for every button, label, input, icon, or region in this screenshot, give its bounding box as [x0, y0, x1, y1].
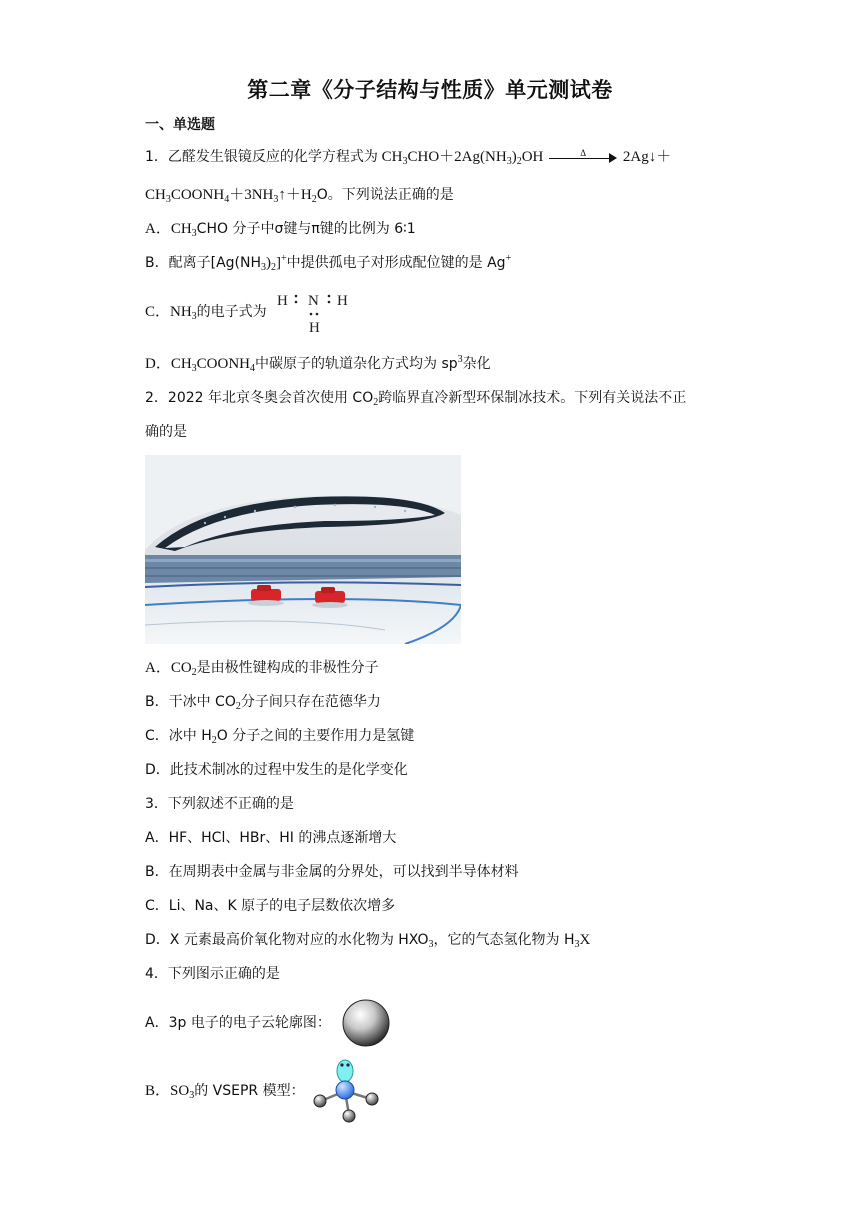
q1-option-a: A．$CH_3CHO$ 分子中σ键与π键的比例为 6∶1 [145, 221, 416, 239]
ice-rink-photo [145, 455, 461, 644]
q2-option-b: B．干冰中 $CO_2$分子间只存在范德华力 [145, 694, 381, 712]
q2-stem-line2: 确的是 [145, 424, 187, 440]
q2-option-a: A．$CO_2$是由极性键构成的非极性分子 [145, 660, 379, 678]
q3-option-a: A．HF、HCl、HBr、HI 的沸点逐渐增大 [145, 830, 397, 846]
lewis-h-bottom: H [309, 320, 320, 336]
lewis-n: N [308, 293, 319, 309]
q2-stem-line1: 2．2022 年北京冬奥会首次使用 $CO_2$跨临界直冷新型环保制冰技术。下列有关说法不正 [145, 390, 687, 408]
q1-option-c: C．$NH_3$的电子式为 [145, 304, 267, 322]
section-heading: 一、单选题 [145, 117, 215, 133]
q3-option-d: D．X 元素最高价氧化物对应的水化物为 $HXO_3$，它的气态氢化物为 $H_3X$ [145, 932, 591, 950]
sphere-orbital-figure [340, 998, 392, 1048]
q3-option-b: B．在周期表中金属与非金属的分界处，可以找到半导体材料 [145, 864, 519, 880]
lewis-h-left: H [277, 293, 288, 309]
q4-stem: 4．下列图示正确的是 [145, 966, 280, 982]
lewis-h-right: H [337, 293, 348, 309]
q1-stem-line2: $CH_3COONH_4+3NH_3↑+H_2O$。下列说法正确的是 [145, 187, 454, 205]
q1-stem-line1: 1．乙醛发生银镜反应的化学方程式为 $CH_3CHO+2Ag(NH_3)_2OH$ Δ 2Ag↓＋ [145, 147, 672, 167]
q1-option-b: B．配离子$[Ag(NH_3)_2]^+$中提供孤电子对形成配位键的是 Ag+ [145, 253, 512, 273]
q4-option-b: B．$SO_3$的 VSEPR 模型： [145, 1083, 305, 1101]
page-title: 第二章《分子结构与性质》单元测试卷 [247, 78, 613, 102]
q3-stem: 3．下列叙述不正确的是 [145, 796, 294, 812]
heat-arrow: Δ [549, 152, 617, 164]
nh3-lewis-structure [275, 289, 355, 337]
q3-option-c: C．Li、Na、K 原子的电子层数依次增多 [145, 898, 396, 914]
vsepr-model-figure [311, 1057, 383, 1123]
q2-option-c: C．冰中 $H_2O$ 分子之间的主要作用力是氢键 [145, 728, 415, 746]
q4-option-a: A．3p 电子的电子云轮廓图： [145, 1015, 331, 1031]
q1-option-d: D．$CH_3COONH_4$中碳原子的轨道杂化方式均为 $sp^3$杂化 [145, 354, 491, 374]
q2-option-d: D．此技术制冰的过程中发生的是化学变化 [145, 762, 408, 778]
